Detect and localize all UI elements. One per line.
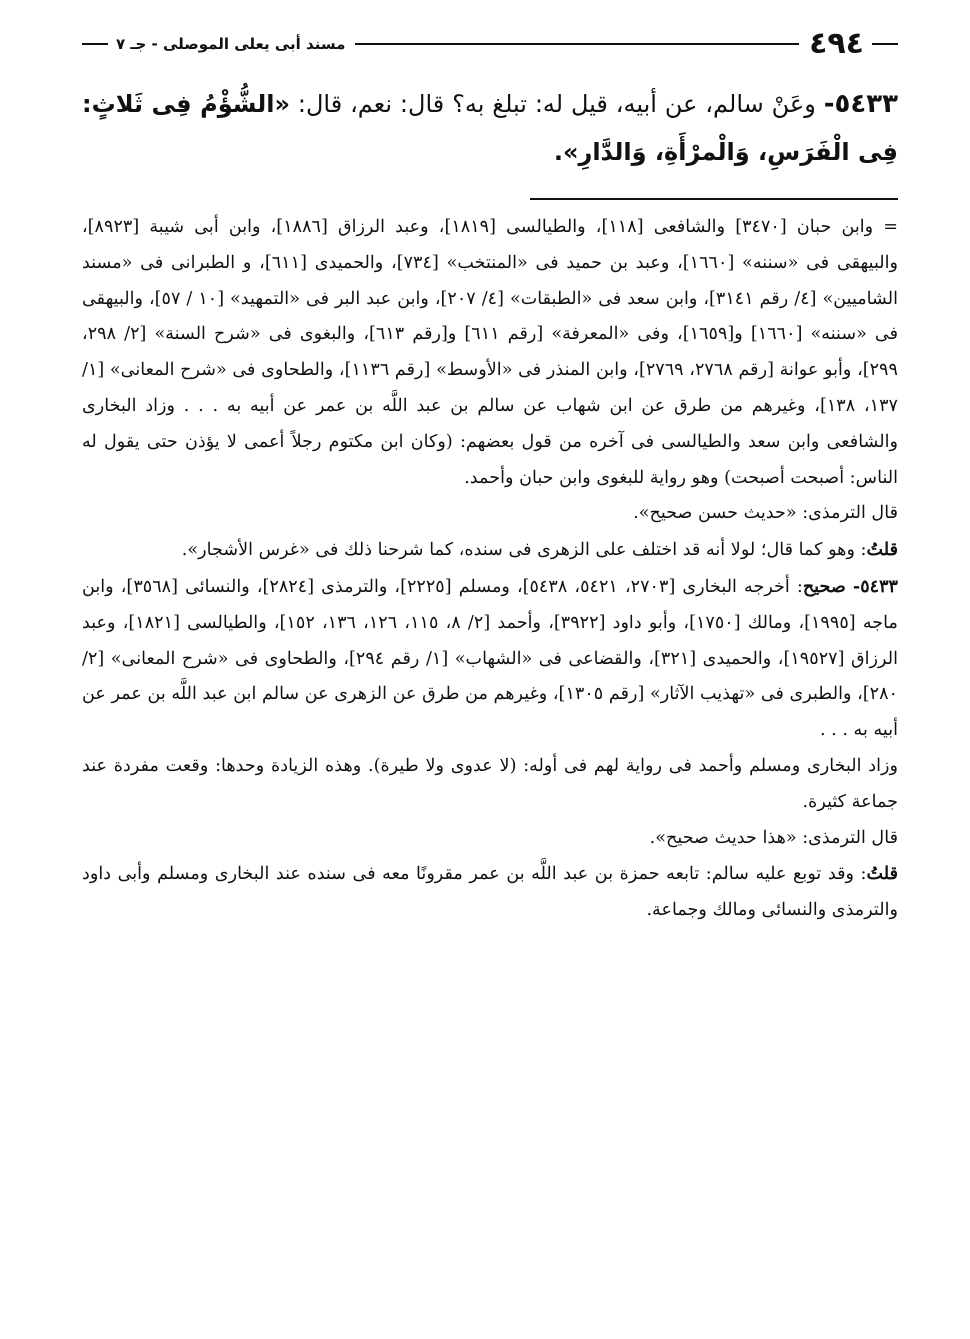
author-comment-text-2: : وقد توبع عليه سالم: تابعه حمزة بن عبد اللَّه بن عمر مقرونًا معه فى سنده عند البخارى ومسلم وأبى داود والترمذى والنسائى ومالك وجماعة.: [82, 864, 898, 921]
hadith-number: ٥٤٣٣-: [823, 89, 898, 119]
author-comment-text: : وهو كما قال؛ لولا أنه قد اختلف على الزهرى فى سنده، كما شرحنا ذلك فى «غرس الأشجار».: [181, 540, 867, 561]
tirmidhi-grade-current: قال الترمذى: «هذا حديث صحيح».: [649, 827, 898, 848]
hadith-intro: وعَنْ سالم، عن أبيه، قيل له: تبلغ به؟ قال: نعم، قال:: [289, 90, 824, 118]
hadith-grade: صحيح: [802, 575, 846, 597]
hadith-quote: «الشُّؤْمُ فِى ثَلاثٍ: فِى الْفَرَسِ، وَالْمرْأَةِ، وَالدَّارِ».: [82, 90, 898, 166]
footnote-divider: [530, 198, 898, 200]
addition-note: وزاد البخارى ومسلم وأحمد فى رواية لهم فى أوله: (لا عدوى ولا طيرة). وهذه الزيادة وحدها: وقعت مفردة عند جماعة كثيرة.: [82, 755, 898, 812]
author-comment-previous: [82, 532, 898, 569]
running-title: مسند أبى يعلى الموصلى - جـ ٧: [116, 35, 346, 53]
header-dash-left: [82, 43, 108, 45]
qultu-label: قلتُ: [866, 539, 898, 561]
footnotes: [82, 210, 898, 929]
header-rule: [355, 43, 799, 45]
tirmidhi-grade-previous: قال الترمذى: «حديث حسن صحيح».: [633, 503, 898, 524]
footnote-entry: [82, 569, 898, 749]
header-dash-right: [872, 43, 898, 45]
takhrij-text: : أخرجه البخارى [٢٧٠٣، ٥٤٢١، ٥٤٣٨]، ومسلم [٢٢٢٥]، والترمذى [٢٨٢٤]، والنسائى [٣٥٦٨]، وابن ماجه [١٩٩٥]، ومالك [١٧٥٠]، وأبو داود [٣٩٢٢]، وأحمد [٢/ ٨، ١١٥، ١٢٦، ١٣٦، ١٥٢]، والطيالسى [١٨٢١]، وعبد الرزاق [١٩٥٢٧]، والحميدى [٣٢١]، والقضاعى فى «الشهاب» [١/ رقم ٢٩٤]، والطحاوى فى «شرح المعانى» [٢/ ٢٨٠]، والطبرى فى «تهذيب الآثار» [رقم ١٣٠٥]، وغيرهم من طرق عن الزهرى عن سالم ابن عبد اللَّه بن عمر عن أبيه به . . .: [82, 576, 899, 741]
author-comment-current: [82, 856, 898, 929]
hadith-text: [82, 80, 898, 176]
footnote-continuation: = وابن حبان [٣٤٧٠] والشافعى [١١٨]، والطيالسى [١٨١٩]، وعبد الرزاق [١٨٨٦]، وابن أبى شيبة [٨٩٢٣]، والبيهقى فى «سننه» [١٦٦٠]، وعبد بن حميد فى «المنتخب» [٧٣٤]، والحميدى [٦١١]، و الطبرانى فى «مسند الشاميين» [٤/ رقم ٣١٤١]، وابن سعد فى «الطبقات» [٤/ ٢٠٧]، وابن عبد البر فى «التمهيد» [١٠ / ٥٧]، والبيهقى فى «سننه» [١٦٦٠] و[١٦٥٩]، وفى «المعرفة» [رقم ٦١١] و[رقم ٦١٣]، والبغوى فى «شرح السنة» [٢/ ٢٩٨، ٢٩٩]، وأبو عوانة [رقم ٢٧٦٨، ٢٧٦٩]، وابن المنذر فى «الأوسط» [رقم ١١٣٦]، والطحاوى فى «شرح المعانى» [١/ ١٣٧، ١٣٨]، وغيرهم من طرق عن ابن شهاب عن سالم بن عبد اللَّه بن عمر عن أبيه به . . . وزاد البخارى والشافعى وابن سعد والطيالسى فى آخره من قول بعضهم: (وكان ابن مكتوم رجلاً أعمى لا يؤذن حتى يقول له الناس: أصبحت أصبحت) وهو رواية للبغوى وابن حبان وأحمد.: [82, 217, 899, 488]
running-header: [82, 22, 898, 66]
qultu-label-2: قلتُ: [866, 863, 898, 885]
page-number: ٤٩٤: [809, 26, 864, 61]
footnote-entry-number: ٥٤٣٣-: [852, 575, 898, 597]
book-page: [82, 22, 898, 929]
